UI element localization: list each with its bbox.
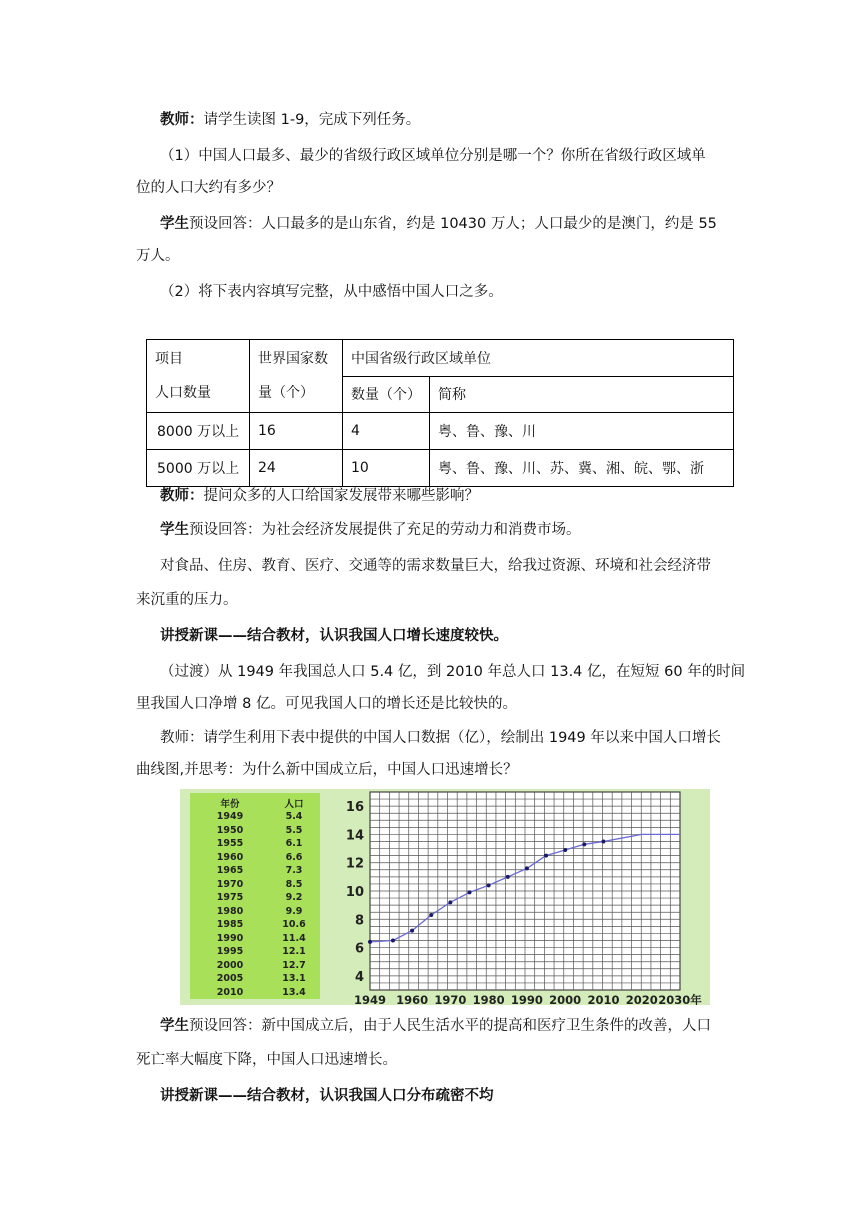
data-point: [525, 866, 529, 870]
data-point: [391, 939, 395, 943]
data-year: 1949: [216, 811, 244, 822]
paragraph-text: 预设回答：为社会经济发展提供了充足的劳动力和消费市场。: [189, 522, 581, 538]
table-header-abbr: 简称: [430, 376, 734, 413]
table-row: [147, 413, 734, 450]
paragraph-student-answer-1-cont: 万人。: [136, 248, 180, 264]
table-cell: 粤、鲁、豫、川: [430, 413, 734, 450]
data-point: [468, 890, 472, 894]
data-point: [582, 842, 586, 846]
paragraph-teacher-chart-cont: 曲线图,并思考：为什么新中国成立后，中国人口迅速增长？: [136, 762, 518, 778]
data-year: 2000: [216, 959, 244, 971]
x-tick-label: 1949: [353, 993, 387, 1005]
data-pop: 12.1: [282, 946, 306, 957]
paragraph-student-answer-3-cont: 死亡率大幅度下降，中国人口迅速增长。: [136, 1052, 397, 1068]
data-header-year: 年份: [220, 799, 240, 810]
paragraph-student-answer-2: [160, 520, 734, 540]
x-tick-label: 2000: [549, 993, 582, 1005]
data-pop: 5.5: [285, 824, 303, 836]
table-header-count: 数量（个）: [343, 376, 430, 413]
x-tick-label: 2020: [625, 993, 658, 1005]
header-world-line2: 量（个）: [258, 385, 314, 401]
y-tick-label: 14: [345, 828, 364, 844]
data-pop: 12.7: [282, 959, 306, 971]
table-header-china: 中国省级行政区域单位: [343, 340, 734, 377]
population-line-chart: [180, 789, 710, 1005]
data-year: 1965: [216, 865, 244, 876]
table-cell: 16: [250, 413, 343, 450]
data-year: 1975: [216, 892, 244, 903]
data-year: 1955: [216, 838, 244, 849]
section-heading-growth: 讲授新课——结合教材，认识我国人口增长速度较快。: [160, 628, 508, 644]
section-heading-distribution: 讲授新课——结合教材，认识我国人口分布疏密不均: [160, 1088, 494, 1104]
data-point: [368, 940, 372, 944]
data-pop: 6.1: [285, 838, 303, 849]
data-pop: 9.2: [285, 892, 303, 903]
data-pop: 11.4: [282, 932, 306, 944]
data-header-pop: 人口: [284, 799, 304, 810]
y-tick-label: 4: [354, 969, 364, 985]
table-cell: 5000 万以上: [147, 450, 250, 487]
speaker-label: 教师：: [160, 488, 204, 504]
paragraph-text: 预设回答：新中国成立后，由于人民生活水平的提高和医疗卫生条件的改善，人口: [189, 1018, 711, 1034]
speaker-label: 学生: [160, 522, 189, 538]
x-tick-label: 2010: [587, 993, 620, 1005]
data-pop: 7.3: [285, 865, 303, 876]
speaker-label: 学生: [160, 216, 189, 232]
data-point: [563, 848, 567, 852]
data-point: [448, 900, 452, 904]
data-pop: 10.6: [282, 919, 306, 930]
paragraph-question-1-cont: 位的人口大约有多少？: [136, 180, 281, 196]
data-pop: 6.6: [285, 851, 303, 863]
paragraph-text: 提问众多的人口给国家发展带来哪些影响？: [203, 488, 479, 504]
paragraph-student-answer-1: [160, 214, 734, 234]
data-year: 1980: [216, 905, 244, 917]
data-point: [601, 840, 605, 844]
data-point: [429, 913, 433, 917]
data-point: [506, 875, 510, 879]
paragraph-text: 预设回答：人口最多的是山东省，约是 10430 万人；人口最少的是澳门，约是 55: [189, 216, 717, 232]
x-tick-label: 1980: [472, 993, 505, 1005]
data-pop: 5.4: [285, 811, 303, 822]
paragraph-transition-cont: 里我国人口净增 8 亿。可见我国人口的增长还是比较快的。: [136, 696, 517, 712]
data-point: [544, 854, 548, 858]
table-cell: 10: [343, 450, 430, 487]
data-year: 1995: [216, 946, 244, 957]
table-row: [147, 450, 734, 487]
table-cell: 粤、鲁、豫、川、苏、冀、湘、皖、鄂、浙: [430, 450, 734, 487]
paragraph-pressure-cont: 来沉重的压力。: [136, 592, 238, 608]
data-year: 1960: [216, 851, 244, 863]
header-item-label: 项目: [155, 351, 183, 367]
paragraph-teacher-question: [160, 486, 734, 506]
data-pop: 13.1: [282, 973, 306, 984]
y-tick-label: 8: [354, 913, 364, 929]
data-year: 2010: [216, 986, 244, 998]
y-tick-label: 12: [345, 856, 364, 872]
x-tick-label: 1960: [396, 993, 429, 1005]
speaker-label: 学生: [160, 1018, 189, 1034]
x-tick-label: 2030年: [658, 993, 702, 1005]
y-tick-label: 16: [345, 800, 364, 816]
data-point: [410, 929, 414, 933]
speaker-label: 教师：: [160, 112, 204, 128]
y-tick-label: 10: [345, 885, 364, 900]
paragraph-question-2: （2）将下表内容填写完整，从中感悟中国人口之多。: [160, 284, 503, 300]
population-figure: [180, 789, 710, 1005]
data-pop: 9.9: [285, 905, 303, 917]
paragraph-text: 请学生读图 1-9，完成下列任务。: [203, 112, 421, 128]
paragraph-teacher-task: [160, 110, 734, 130]
table-header-world: [250, 340, 343, 413]
data-year: 2005: [216, 973, 244, 984]
x-tick-label: 1970: [434, 993, 467, 1005]
header-world-line1: 世界国家数: [258, 351, 328, 367]
table-header-item: [147, 340, 250, 413]
population-table: [146, 339, 734, 487]
paragraph-transition: （过渡）从 1949 年我国总人口 5.4 亿，到 2010 年总人口 13.4 亿，在短短 60 年的时间: [160, 664, 746, 680]
table-cell: 8000 万以上: [147, 413, 250, 450]
paragraph-pressure: 对食品、住房、教育、医疗、交通等的需求数量巨大，给我过资源、环境和社会经济带: [160, 558, 711, 574]
x-tick-label: 1990: [510, 993, 543, 1005]
paragraph-student-answer-3: [160, 1016, 734, 1036]
paragraph-teacher-chart: 教师：请学生利用下表中提供的中国人口数据（亿），绘制出 1949 年以来中国人口增长: [160, 730, 721, 746]
header-pop-label: 人口数量: [155, 385, 211, 401]
paragraph-question-1: （1）中国人口最多、最少的省级行政区域单位分别是哪一个？你所在省级行政区域单: [160, 148, 706, 164]
data-pop: 8.5: [285, 878, 303, 890]
y-tick-label: 6: [354, 941, 364, 957]
table-cell: 24: [250, 450, 343, 487]
data-year: 1985: [216, 919, 244, 930]
data-year: 1990: [216, 932, 244, 944]
data-year: 1970: [216, 878, 244, 890]
data-year: 1950: [216, 824, 244, 836]
table-cell: 4: [343, 413, 430, 450]
data-point: [487, 883, 491, 887]
data-pop: 13.4: [282, 986, 306, 998]
